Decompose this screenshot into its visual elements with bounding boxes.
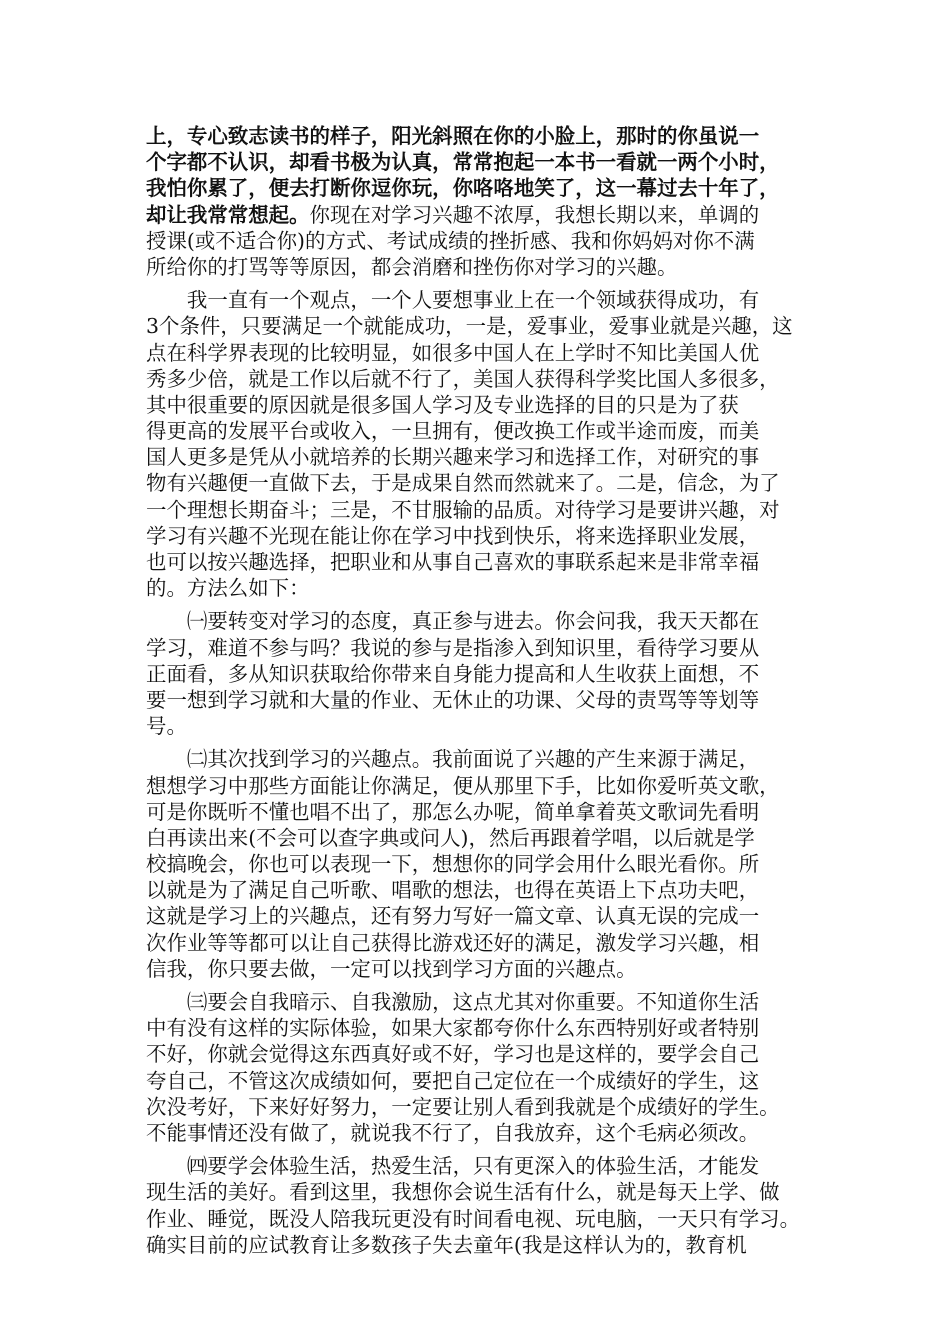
text-segment: 作业、睡觉，既没人陪我玩更没有时间看电视、玩电脑，一天只有学习。 [146,1206,801,1231]
text-segment: 夸自己，不管这次成绩如何，要把自己定位在一个成绩好的学生，这 [146,1068,760,1093]
text-line [146,956,814,982]
text-segment: 你现在对学习兴趣不浓厚，我想长期以来，单调的 [309,202,760,227]
text-line [146,418,814,444]
text-segment: 正面看，多从知识获取给你带来自身能力提高和人生收获上面想，不 [146,661,760,686]
text-line [146,1179,814,1205]
text-segment: 也可以按兴趣选择，把职业和从事自己喜欢的事联系起来是非常幸福 [146,550,760,574]
text-segment: 中有没有这样的实际体验，如果大家都夸你什么东西特别好或者特别 [146,1016,760,1041]
text-segment: 所给你的打骂等等原因，都会消磨和挫伤你对学习的兴趣。 [146,254,678,279]
text-segment: 确实目前的应试教育让多数孩子失去童年(我是这样认为的，教育机 [146,1232,747,1257]
text-line [146,392,814,418]
text-line [146,746,814,772]
text-line [146,313,814,339]
bold-text-segment: 却让我常常想起。 [146,202,310,227]
paragraph-gap [146,280,816,287]
text-line [146,470,814,496]
text-segment: 国人更多是凭从小就培养的长期兴趣来学习和选择工作，对研究的事 [146,445,760,470]
text-segment: 现生活的美好。看到这里，我想你会说生活有什么，就是每天上学、做 [146,1180,780,1205]
text-line [146,287,814,313]
text-line [146,366,814,392]
text-segment: 以就是为了满足自己听歌、唱歌的想法，也得在英语上下点功夫吧， [146,878,760,903]
text-segment: 得更高的发展平台或收入，一旦拥有，便改换工作或半途而废，而美 [146,419,760,444]
text-segment: 次作业等等都可以让自己获得比游戏还好的满足，激发学习兴趣，相 [146,930,760,955]
text-segment: 点在科学界表现的比较明显，如很多中国人在上学时不知比美国人优 [146,340,760,365]
text-line [146,877,814,903]
paragraph [146,746,816,982]
text-line [146,1232,814,1258]
text-line [146,799,814,825]
text-line [146,1015,814,1041]
text-segment: 的。方法么如下： [146,576,310,601]
text-segment: 3个条件，只要满足一个就能成功，一是，爱事业，爱事业就是兴趣，这 [146,314,793,339]
text-line [146,635,814,661]
text-line [146,123,814,149]
text-segment: 可是你既听不懂也唱不出了，那怎么办呢，简单拿着英文歌词先看明 [146,799,760,824]
text-line [146,549,814,575]
text-segment: 其中很重要的原因就是很多国人学习及专业选择的目的只是为了获 [146,392,739,417]
text-line [146,1206,814,1232]
text-line [146,773,814,799]
text-segment: 要一想到学习就和大量的作业、无休止的功课、父母的责骂等等划等 [146,687,760,712]
text-line [146,903,814,929]
text-line [146,1041,814,1067]
text-line [146,340,814,366]
paragraph [146,608,816,739]
text-line [146,497,814,523]
text-segment: 秀多少倍，就是工作以后就不行了，美国人获得科学奖比国人多很多， [146,366,780,391]
text-segment: ㈡其次找到学习的兴趣点。我前面说了兴趣的产生来源于满足， [146,747,760,772]
paragraph-gap [146,601,816,608]
text-line [146,825,814,851]
paragraph [146,989,816,1146]
text-line [146,1120,814,1146]
text-segment: ㈣要学会体验生活，热爱生活，只有更深入的体验生活，才能发 [146,1154,760,1179]
text-line [146,149,814,175]
text-line [146,444,814,470]
bold-text-segment: 上，专心致志读书的样子，阳光斜照在你的小脸上，那时的你虽说一 [146,124,760,148]
paragraph [146,287,816,601]
paragraph [146,123,816,280]
text-segment: 授课(或不适合你)的方式、考试成绩的挫折感、我和你妈妈对你不满 [146,228,755,253]
paragraph-gap [146,739,816,746]
text-line [146,851,814,877]
bold-text-segment: 我怕你累了，便去打断你逗你玩，你咯咯地笑了，这一幕过去十年了， [146,176,780,201]
text-segment: 想想学习中那些方面能让你满足，便从那里下手，比如你爱听英文歌， [146,773,780,798]
text-segment: ㈢要会自我暗示、自我激励，这点尤其对你重要。不知道你生活 [146,990,760,1014]
text-segment: 物有兴趣便一直做下去，于是成果自然而然就来了。二是，信念，为了 [146,471,780,496]
paragraph-gap [146,982,816,989]
text-line [146,608,814,634]
text-segment: 校搞晚会，你也可以表现一下，想想你的同学会用什么眼光看你。所 [146,852,760,877]
text-segment: 信我，你只要去做，一定可以找到学习方面的兴趣点。 [146,956,637,981]
text-segment: 不好，你就会觉得这东西真好或不好，学习也是这样的，要学会自己 [146,1042,760,1067]
text-segment: 学习有兴趣不光现在能让你在学习中找到快乐，将来选择职业发展， [146,523,760,548]
text-line [146,1094,814,1120]
text-segment: 这就是学习上的兴趣点，还有努力写好一篇文章、认真无误的完成一 [146,904,760,929]
text-segment: 一个理想长期奋斗；三是，不甘服输的品质。对待学习是要讲兴趣，对 [146,497,780,522]
text-line [146,523,814,549]
text-line [146,713,814,739]
text-segment: 我一直有一个观点，一个人要想事业上在一个领域获得成功，有 [146,288,760,313]
text-line [146,661,814,687]
paragraph-gap [146,1146,816,1153]
text-line [146,1068,814,1094]
text-segment: 学习，难道不参与吗？我说的参与是指渗入到知识里，看待学习要从 [146,635,760,660]
text-line [146,575,814,601]
bold-text-segment: 个字都不认识，却看书极为认真，常常抱起一本书一看就一两个小时， [146,150,780,175]
text-segment: ㈠要转变对学习的态度，真正参与进去。你会问我，我天天都在 [146,609,760,634]
text-segment: 次没考好，下来好好努力，一定要让别人看到我就是个成绩好的学生。 [146,1094,780,1119]
text-line [146,989,814,1015]
text-segment: 白再读出来(不会可以查字典或问人)，然后再跟着学唱，以后就是学 [146,825,755,850]
text-line [146,930,814,956]
document-body [146,123,816,1258]
text-line [146,175,814,201]
text-segment: 不能事情还没有做了，就说我不行了，自我放弃，这个毛病必须改。 [146,1120,760,1145]
text-segment: 号。 [146,714,187,739]
text-line [146,228,814,254]
text-line [146,687,814,713]
paragraph [146,1153,816,1258]
text-line [146,1153,814,1179]
text-line [146,254,814,280]
text-line [146,202,814,228]
